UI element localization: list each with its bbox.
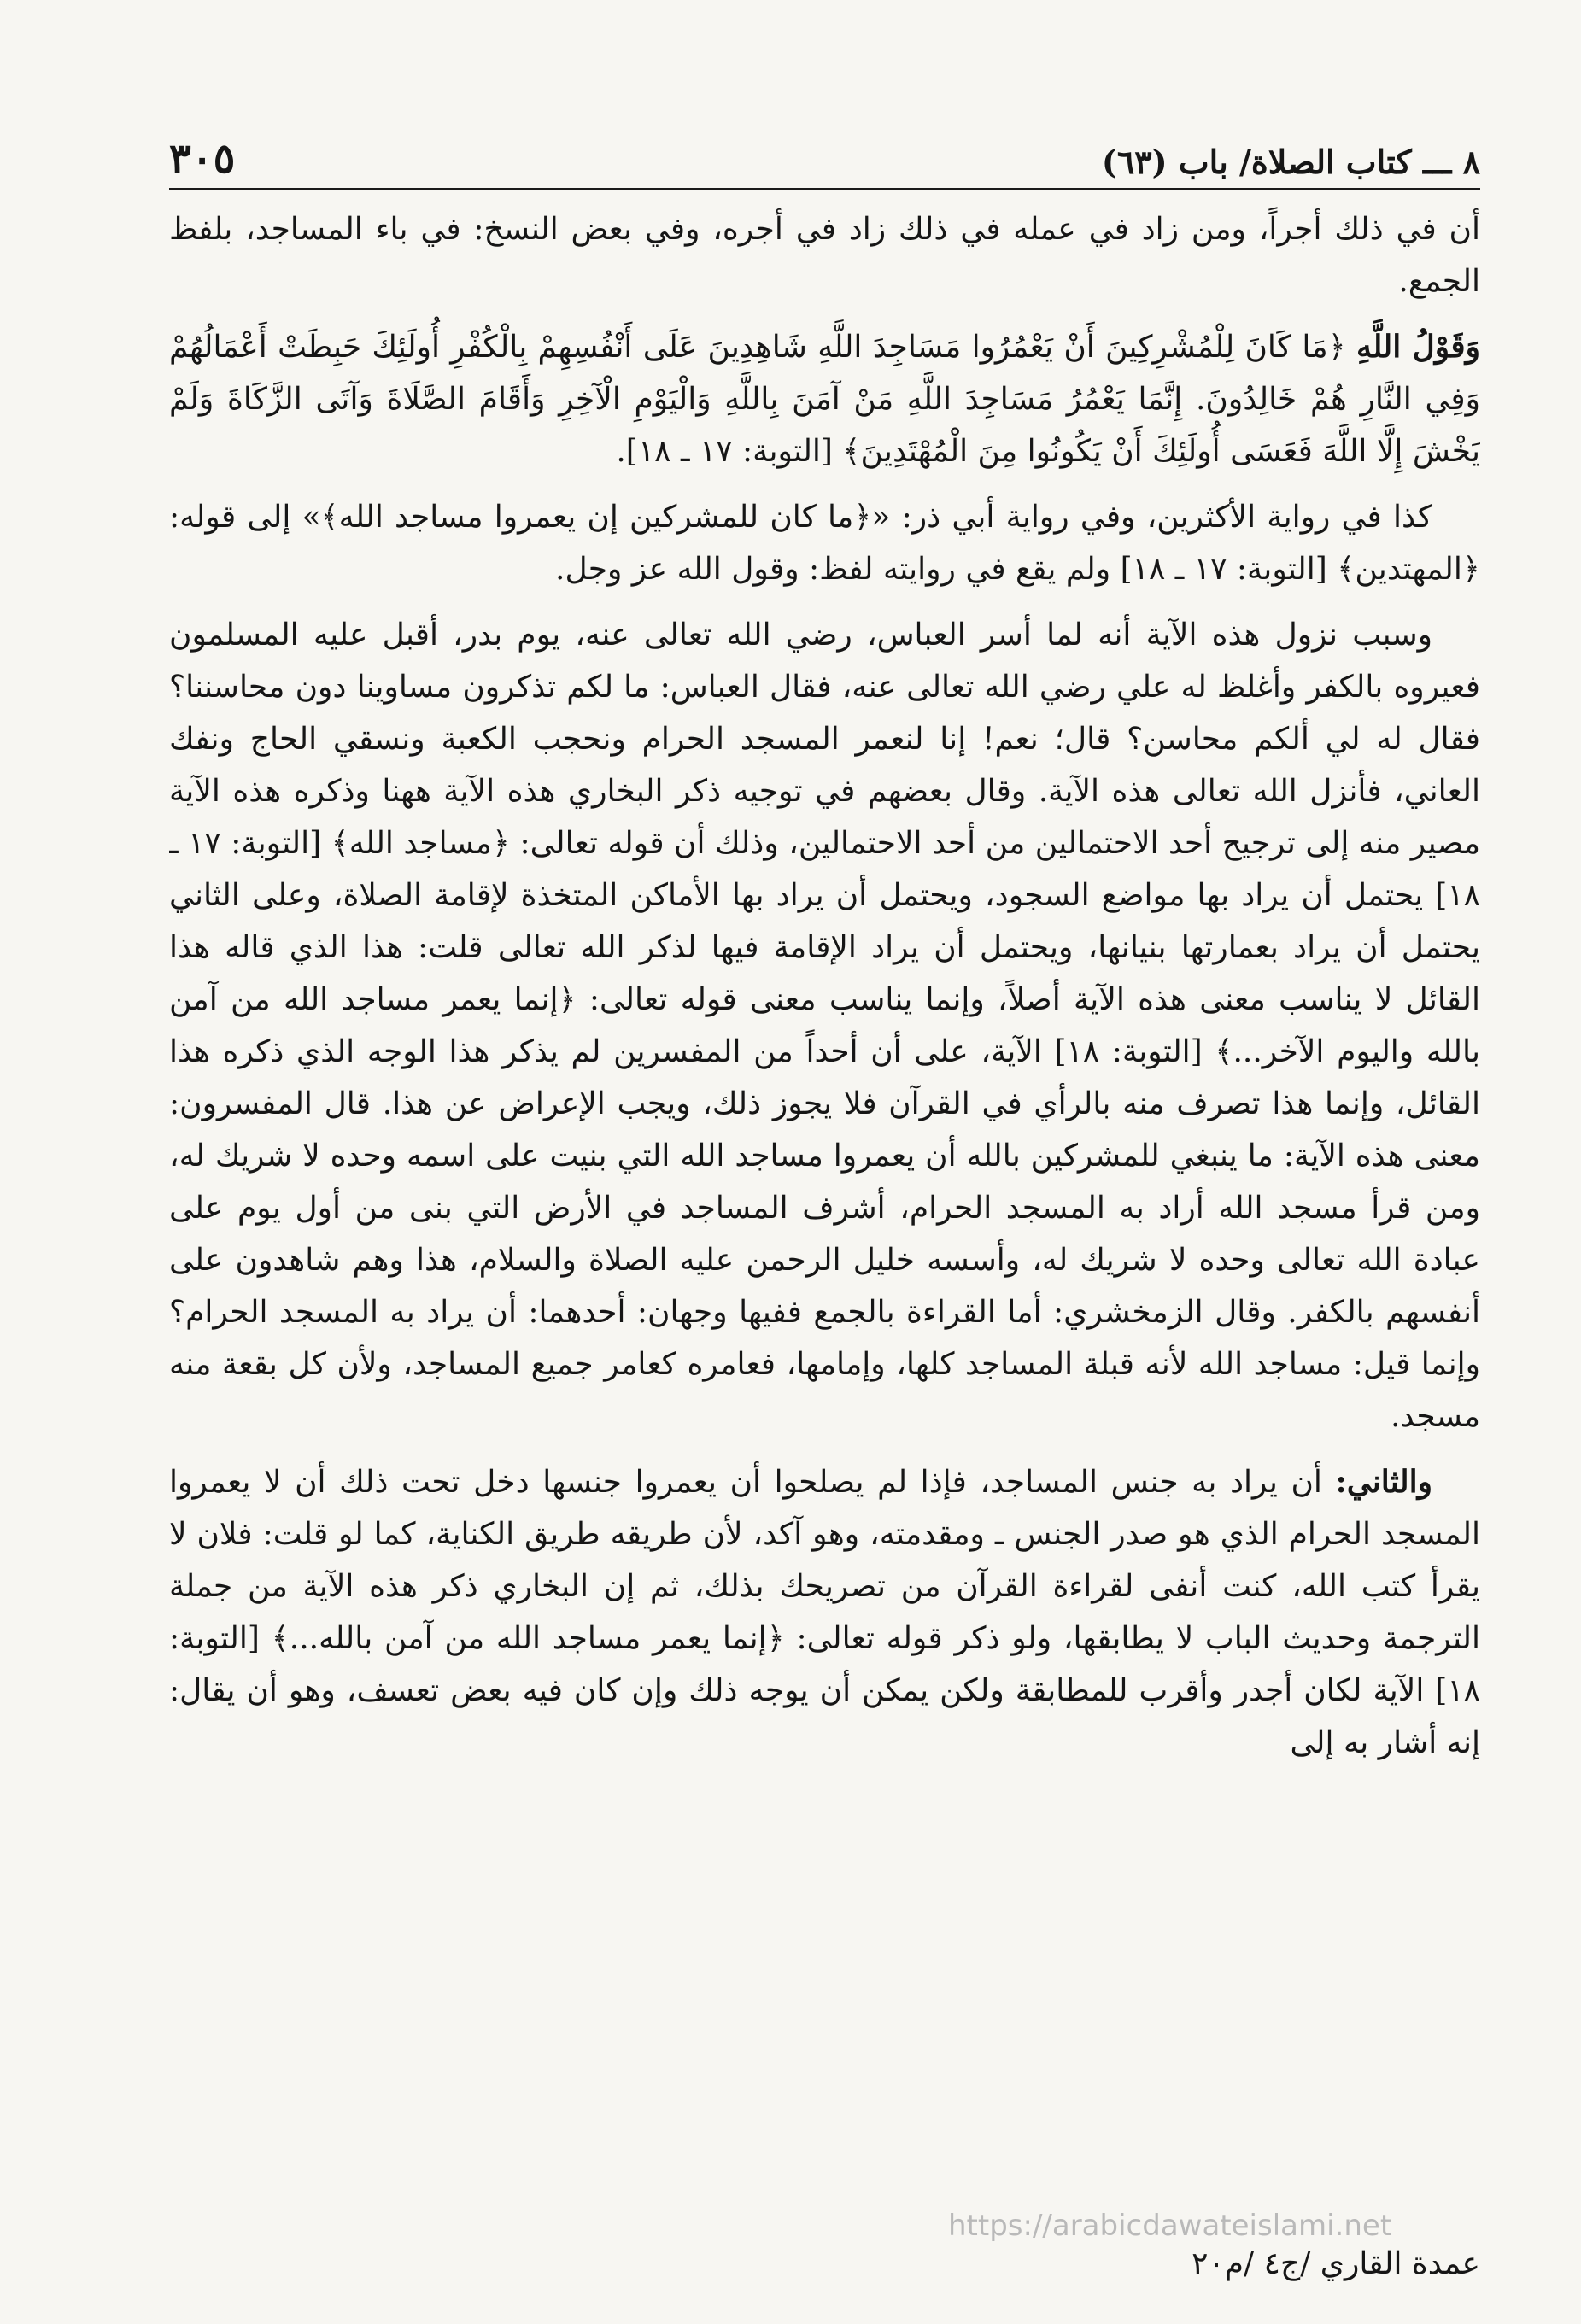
- paragraph: [169, 491, 1480, 595]
- page-header: [169, 128, 1480, 190]
- paragraph: [169, 203, 1480, 307]
- printer-signature: عمدة القاري /ج٤ /م٢٠: [1192, 2246, 1480, 2281]
- page-footer: [922, 2246, 1480, 2298]
- paragraph-text: أن في ذلك أجراً، ومن زاد في عمله في ذلك زاد في أجره، وفي بعض النسخ: في باء المساجد، بلفظ الجمع.: [169, 212, 1480, 299]
- paragraph-lead: وَقَوْلُ اللَّهِ: [1356, 329, 1480, 365]
- page-number: ٣٠٥: [169, 135, 236, 183]
- paragraph: [169, 1456, 1480, 1769]
- paragraph-text: كذا في رواية الأكثرين، وفي رواية أبي ذر: «﴿ما كان للمشركين إن يعمروا مساجد الله﴾» إلى قوله: ﴿المهتدين﴾ [التوبة: ١٧ ـ ١٨] ولم يقع في روايته لفظ: وقول الله عز وجل.: [169, 500, 1480, 587]
- page-body: [169, 203, 1480, 2193]
- paragraph: [169, 609, 1480, 1443]
- paragraph-text: أن يراد به جنس المساجد، فإذا لم يصلحوا أن يعمروا جنسها دخل تحت ذلك أن لا يعمروا المسجد الحرام الذي هو صدر الجنس ـ ومقدمته، وهو آكد، لأن طريقه طريق الكناية، كما لو قلت: فلان لا يقرأ كتب الله، كنت أنفى لقراءة القرآن من تصريحك بذلك، ثم إن البخاري ذكر هذه الآية من جملة الترجمة وحديث الباب لا يطابقها، ولو ذكر قوله تعالى: ﴿إنما يعمر مساجد الله من آمن بالله...﴾ [التوبة: ١٨] الآية لكان أجدر وأقرب للمطابقة ولكن يمكن أن يوجه ذلك وإن كان فيه بعض تعسف، وهو أن يقال: إنه أشار به إلى: [169, 1465, 1480, 1760]
- chapter-title: ٨ ـــ كتاب الصلاة/ باب (٦٣): [1101, 143, 1480, 181]
- paragraph-lead: والثاني:: [1335, 1464, 1432, 1500]
- paragraph: [169, 321, 1480, 477]
- watermark-url: https://arabicdawateislami.net: [948, 2209, 1392, 2243]
- paragraph-text: ﴿مَا كَانَ لِلْمُشْرِكِينَ أَنْ يَعْمُرُوا مَسَاجِدَ اللَّهِ شَاهِدِينَ عَلَى أَنْفُسِهِمْ بِالْكُفْرِ أُولَئِكَ حَبِطَتْ أَعْمَالُهُمْ وَفِي النَّارِ هُمْ خَالِدُونَ. إِنَّمَا يَعْمُرُ مَسَاجِدَ اللَّهِ مَنْ آمَنَ بِاللَّهِ وَالْيَوْمِ الْآخِرِ وَأَقَامَ الصَّلَاةَ وَآتَى الزَّكَاةَ وَلَمْ يَخْشَ إِلَّا اللَّهَ فَعَسَى أُولَئِكَ أَنْ يَكُونُوا مِنَ الْمُهْتَدِينَ﴾ [التوبة: ١٧ ـ ١٨].: [169, 330, 1480, 469]
- paragraph-text: وسبب نزول هذه الآية أنه لما أسر العباس، رضي الله تعالى عنه، يوم بدر، أقبل عليه المسلمون فعيروه بالكفر وأغلظ له علي رضي الله تعالى عنه، فقال العباس: ما لكم تذكرون مساوينا دون محاسننا؟ فقال له لي ألكم محاسن؟ قال؛ نعم! إنا لنعمر المسجد الحرام ونحجب الكعبة ونسقي الحاج ونفك العاني، فأنزل الله تعالى هذه الآية. وقال بعضهم في توجيه ذكر البخاري هذه الآية ههنا وذكره هذه الآية مصير منه إلى ترجيح أحد الاحتمالين من أحد الاحتمالين، وذلك أن قوله تعالى: ﴿مساجد الله﴾ [التوبة: ١٧ ـ ١٨] يحتمل أن يراد بها مواضع السجود، ويحتمل أن يراد بها الأماكن المتخذة لإقامة الصلاة، وعلى الثاني يحتمل أن يراد بعمارتها بنيانها، ويحتمل أن يراد الإقامة فيها لذكر الله تعالى قلت: هذا الذي قاله هذا القائل لا يناسب معنى هذه الآية أصلاً، وإنما يناسب معنى قوله تعالى: ﴿إنما يعمر مساجد الله من آمن بالله واليوم الآخر...﴾ [التوبة: ١٨] الآية، على أن أحداً من المفسرين لم يذكر هذا الوجه الذي ذكره هذا القائل، وإنما هذا تصرف منه بالرأي في القرآن فلا يجوز ذلك، ويجب الإعراض عن هذا. قال المفسرون: معنى هذه الآية: ما ينبغي للمشركين بالله أن يعمروا مساجد الله التي بنيت على اسمه وحده لا شريك له، ومن قرأ مسجد الله أراد به المسجد الحرام، أشرف المساجد في الأرض التي بنى من أول يوم على عبادة الله تعالى وحده لا شريك له، وأسسه خليل الرحمن عليه الصلاة والسلام، هذا وهم شاهدون على أنفسهم بالكفر. وقال الزمخشري: أما القراءة بالجمع ففيها وجهان: أحدهما: أن يراد به المسجد الحرام؟ وإنما قيل: مساجد الله لأنه قبلة المساجد كلها، وإمامها، فعامره كعامر جميع المساجد، ولأن كل بقعة منه مسجد.: [169, 618, 1480, 1434]
